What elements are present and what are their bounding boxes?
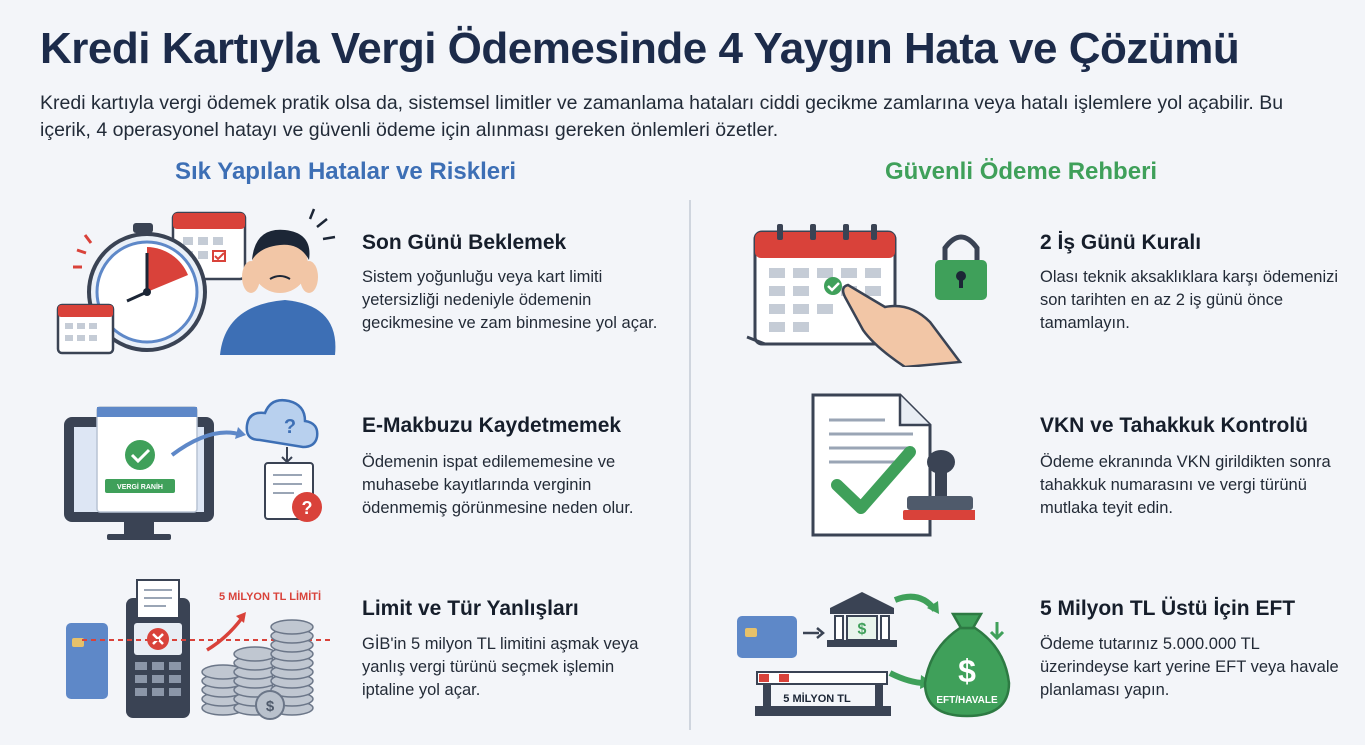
limit-label: 5 MİLYON TL LİMİTİ [218,591,322,603]
document-check-stamp-icon [795,390,975,540]
item-text-eft: Ödeme tutarınız 5.000.000 TL üzerindeyse kart yerine EFT veya havale planlaması yapın. [1040,635,1339,699]
page-title: Kredi Kartıyla Vergi Ödemesinde 4 Yaygın Hata ve Çözümü [40,24,1240,73]
item-text-son-gun: Sistem yoğunluğu veya kart limiti yetersizliği nedeniyle ödemenin gecikmesine ve zam binmesine yol açar. [362,268,658,332]
pos-coins-limit-icon [62,578,337,723]
svg-text:$: $ [265,698,275,715]
svg-text:$: $ [857,621,867,638]
monitor-cloud-receipt-icon [62,395,337,545]
item-text-2-is-gunu: Olası teknik aksaklıklara karşı ödemenizi son tarihten en az 2 iş günü önce tamamlayın. [1040,268,1339,332]
item-title-son-gun: Son Günü Beklemek [362,231,567,254]
clock-calendar-stress-icon [55,205,340,360]
column-divider [689,200,691,730]
svg-text:?: ? [301,498,313,518]
item-text-limit: GİB'in 5 milyon TL limitini aşmak veya yanlış vergi türünü seçmek işlemin iptaline yol açar. [362,635,639,699]
barrier-label: 5 MİLYON TL [783,693,851,705]
moneybag-label: EFT/HAVALE [936,695,998,706]
item-text-vkn: Ödeme ekranında VKN girildikten sonra tahakkuk numarasını ve vergi türünü mutlaka teyit edin. [1040,453,1331,517]
receipt-button-label: VERGİ RANİH [117,484,163,491]
item-title-eft: 5 Milyon TL Üstü İçin EFT [1040,597,1296,620]
calendar-lock-icon [735,222,1000,367]
right-column-heading: Güvenli Ödeme Rehberi [885,158,1158,185]
left-column-heading: Sık Yapılan Hatalar ve Riskleri [175,158,517,185]
page-subtitle: Kredi kartıyla vergi ödemek pratik olsa da, sistemsel limitler ve zamanlama hataları ciddi gecikme zamlarına veya hatalı işlemlere yol açabilir. Bu içerik, 4 operasyonel hatayı ve güvenli ödeme için alınması gereken önlemleri özetler. [40,92,1284,141]
svg-text:?: ? [283,416,297,438]
item-title-limit: Limit ve Tür Yanlışları [362,597,579,620]
item-title-vkn: VKN ve Tahakkuk Kontrolü [1040,414,1308,437]
item-title-e-makbuz: E-Makbuzu Kaydetmemek [362,414,622,437]
bank-eft-moneybag-icon [735,588,1025,723]
item-title-2-is-gunu: 2 İş Günü Kuralı [1040,231,1202,254]
item-text-e-makbuz: Ödemenin ispat edilememesine ve muhasebe kayıtlarında verginin ödenmemiş görünmesine neden olur. [362,453,634,517]
svg-text:$: $ [958,653,976,689]
